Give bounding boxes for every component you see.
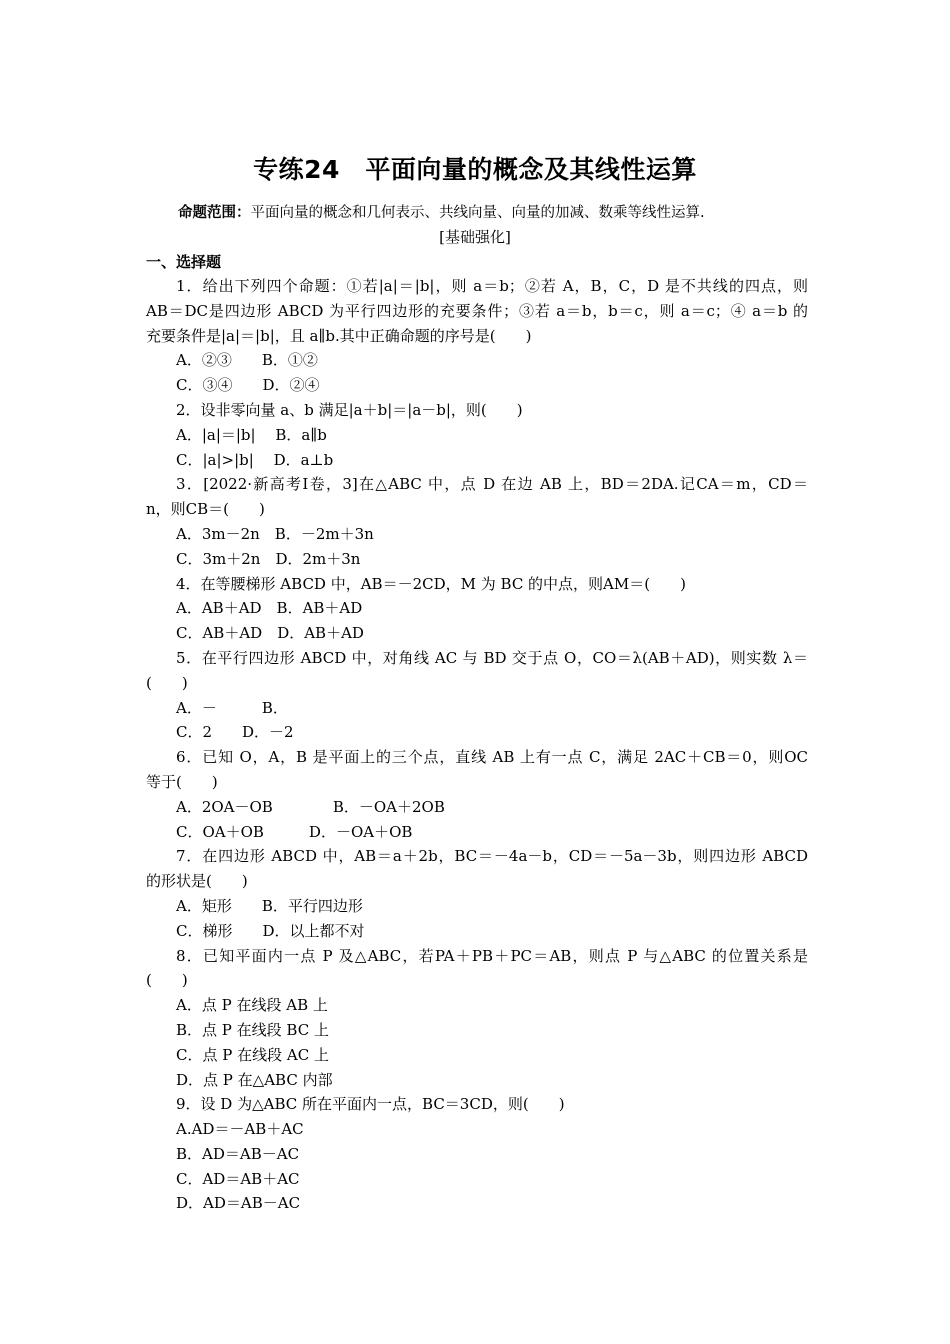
text-line: 5．在平行四边形 ABCD 中，对角线 AC 与 BD 交于点 O，CO＝λ(AB＋AD)，则实数 λ＝	[176, 648, 808, 667]
option-line: B．点 P 在线段 BC 上	[176, 1020, 329, 1039]
text-line: 3．[2022·新高考Ⅰ卷，3]在△ABC 中，点 D 在边 AB 上，BD＝2DA.记CA＝m，CD＝	[176, 475, 808, 494]
option-line: C．|a|>|b| D．a⊥b	[176, 450, 334, 469]
option-line: A．②③ B．①②	[176, 351, 318, 370]
option-line: C．AD＝AB＋AC	[176, 1169, 300, 1188]
option-line: A.AD＝－AB＋AC	[176, 1120, 304, 1139]
scope-line	[178, 201, 705, 222]
option-line: A．AB＋AD B．AB＋AD	[176, 599, 363, 618]
text-line: 充要条件是|a|＝|b|，且 a∥b.其中正确命题的序号是( )	[146, 326, 532, 345]
section-heading: 一、选择题	[146, 253, 222, 271]
option-line: A．|a|＝|b| B．a∥b	[176, 425, 327, 444]
option-line: A．2OA－OB B．－OA＋2OB	[176, 797, 445, 816]
option-line: C．梯形 D．以上都不对	[176, 921, 365, 940]
option-line: D．点 P 在△ABC 内部	[176, 1070, 333, 1089]
scope-label: 命题范围：	[178, 205, 251, 221]
text-line: n，则CB＝( )	[146, 500, 265, 519]
scope-text: 平面向量的概念和几何表示、共线向量、向量的加减、数乘等线性运算.	[250, 205, 705, 221]
text-line: 1．给出下列四个命题：①若|a|＝|b|，则 a＝b；②若 A，B，C，D 是不共线的四点，则	[176, 277, 808, 295]
text-line: AB＝DC是四边形 ABCD 为平行四边形的充要条件；③若 a＝b，b＝c，则 a＝c；④ a＝b 的	[146, 301, 808, 320]
option-line: A．－ B．	[176, 698, 288, 717]
option-line: C．AB＋AD D．AB＋AD	[176, 624, 364, 643]
option-line: A．点 P 在线段 AB 上	[176, 996, 328, 1015]
text-line: 等于( )	[146, 772, 218, 791]
text-line: ( )	[146, 673, 188, 692]
option-line: C．点 P 在线段 AC 上	[176, 1045, 329, 1064]
text-line: 7．在四边形 ABCD 中，AB＝a＋2b，BC＝－4a－b，CD＝－5a－3b，则四边形 ABCD	[176, 847, 808, 866]
option-line: A．3m－2n B．－2m＋3n	[176, 524, 374, 543]
text-line: 8．已知平面内一点 P 及△ABC，若PA＋PB＋PC＝AB，则点 P 与△ABC 的位置关系是	[176, 946, 808, 965]
question-body	[146, 274, 808, 1216]
text-line: 9．设 D 为△ABC 所在平面内一点，BC＝3CD，则( )	[176, 1095, 565, 1114]
page-title: 专练24 平面向量的概念及其线性运算	[253, 155, 697, 184]
option-line: D．AD＝AB－AC	[176, 1194, 301, 1213]
option-line: C．2 D．－2	[176, 723, 294, 742]
text-line: ( )	[146, 971, 188, 990]
text-line: 4．在等腰梯形 ABCD 中，AB＝－2CD，M 为 BC 的中点，则AM＝( )	[176, 574, 686, 593]
subtitle: [基础强化]	[439, 228, 511, 246]
option-line: B．AD＝AB－AC	[176, 1144, 300, 1163]
option-line: C．③④ D．②④	[176, 376, 320, 395]
option-line: C．OA＋OB D．－OA＋OB	[176, 822, 413, 841]
text-line: 2．设非零向量 a、b 满足|a＋b|＝|a－b|，则( )	[176, 400, 523, 419]
text-line: 的形状是( )	[146, 872, 248, 891]
option-line: C．3m＋2n D．2m＋3n	[176, 549, 361, 568]
text-line: 6．已知 O，A，B 是平面上的三个点，直线 AB 上有一点 C，满足 2AC＋CB＝0，则OC	[176, 748, 808, 767]
option-line: A．矩形 B．平行四边形	[176, 896, 363, 915]
